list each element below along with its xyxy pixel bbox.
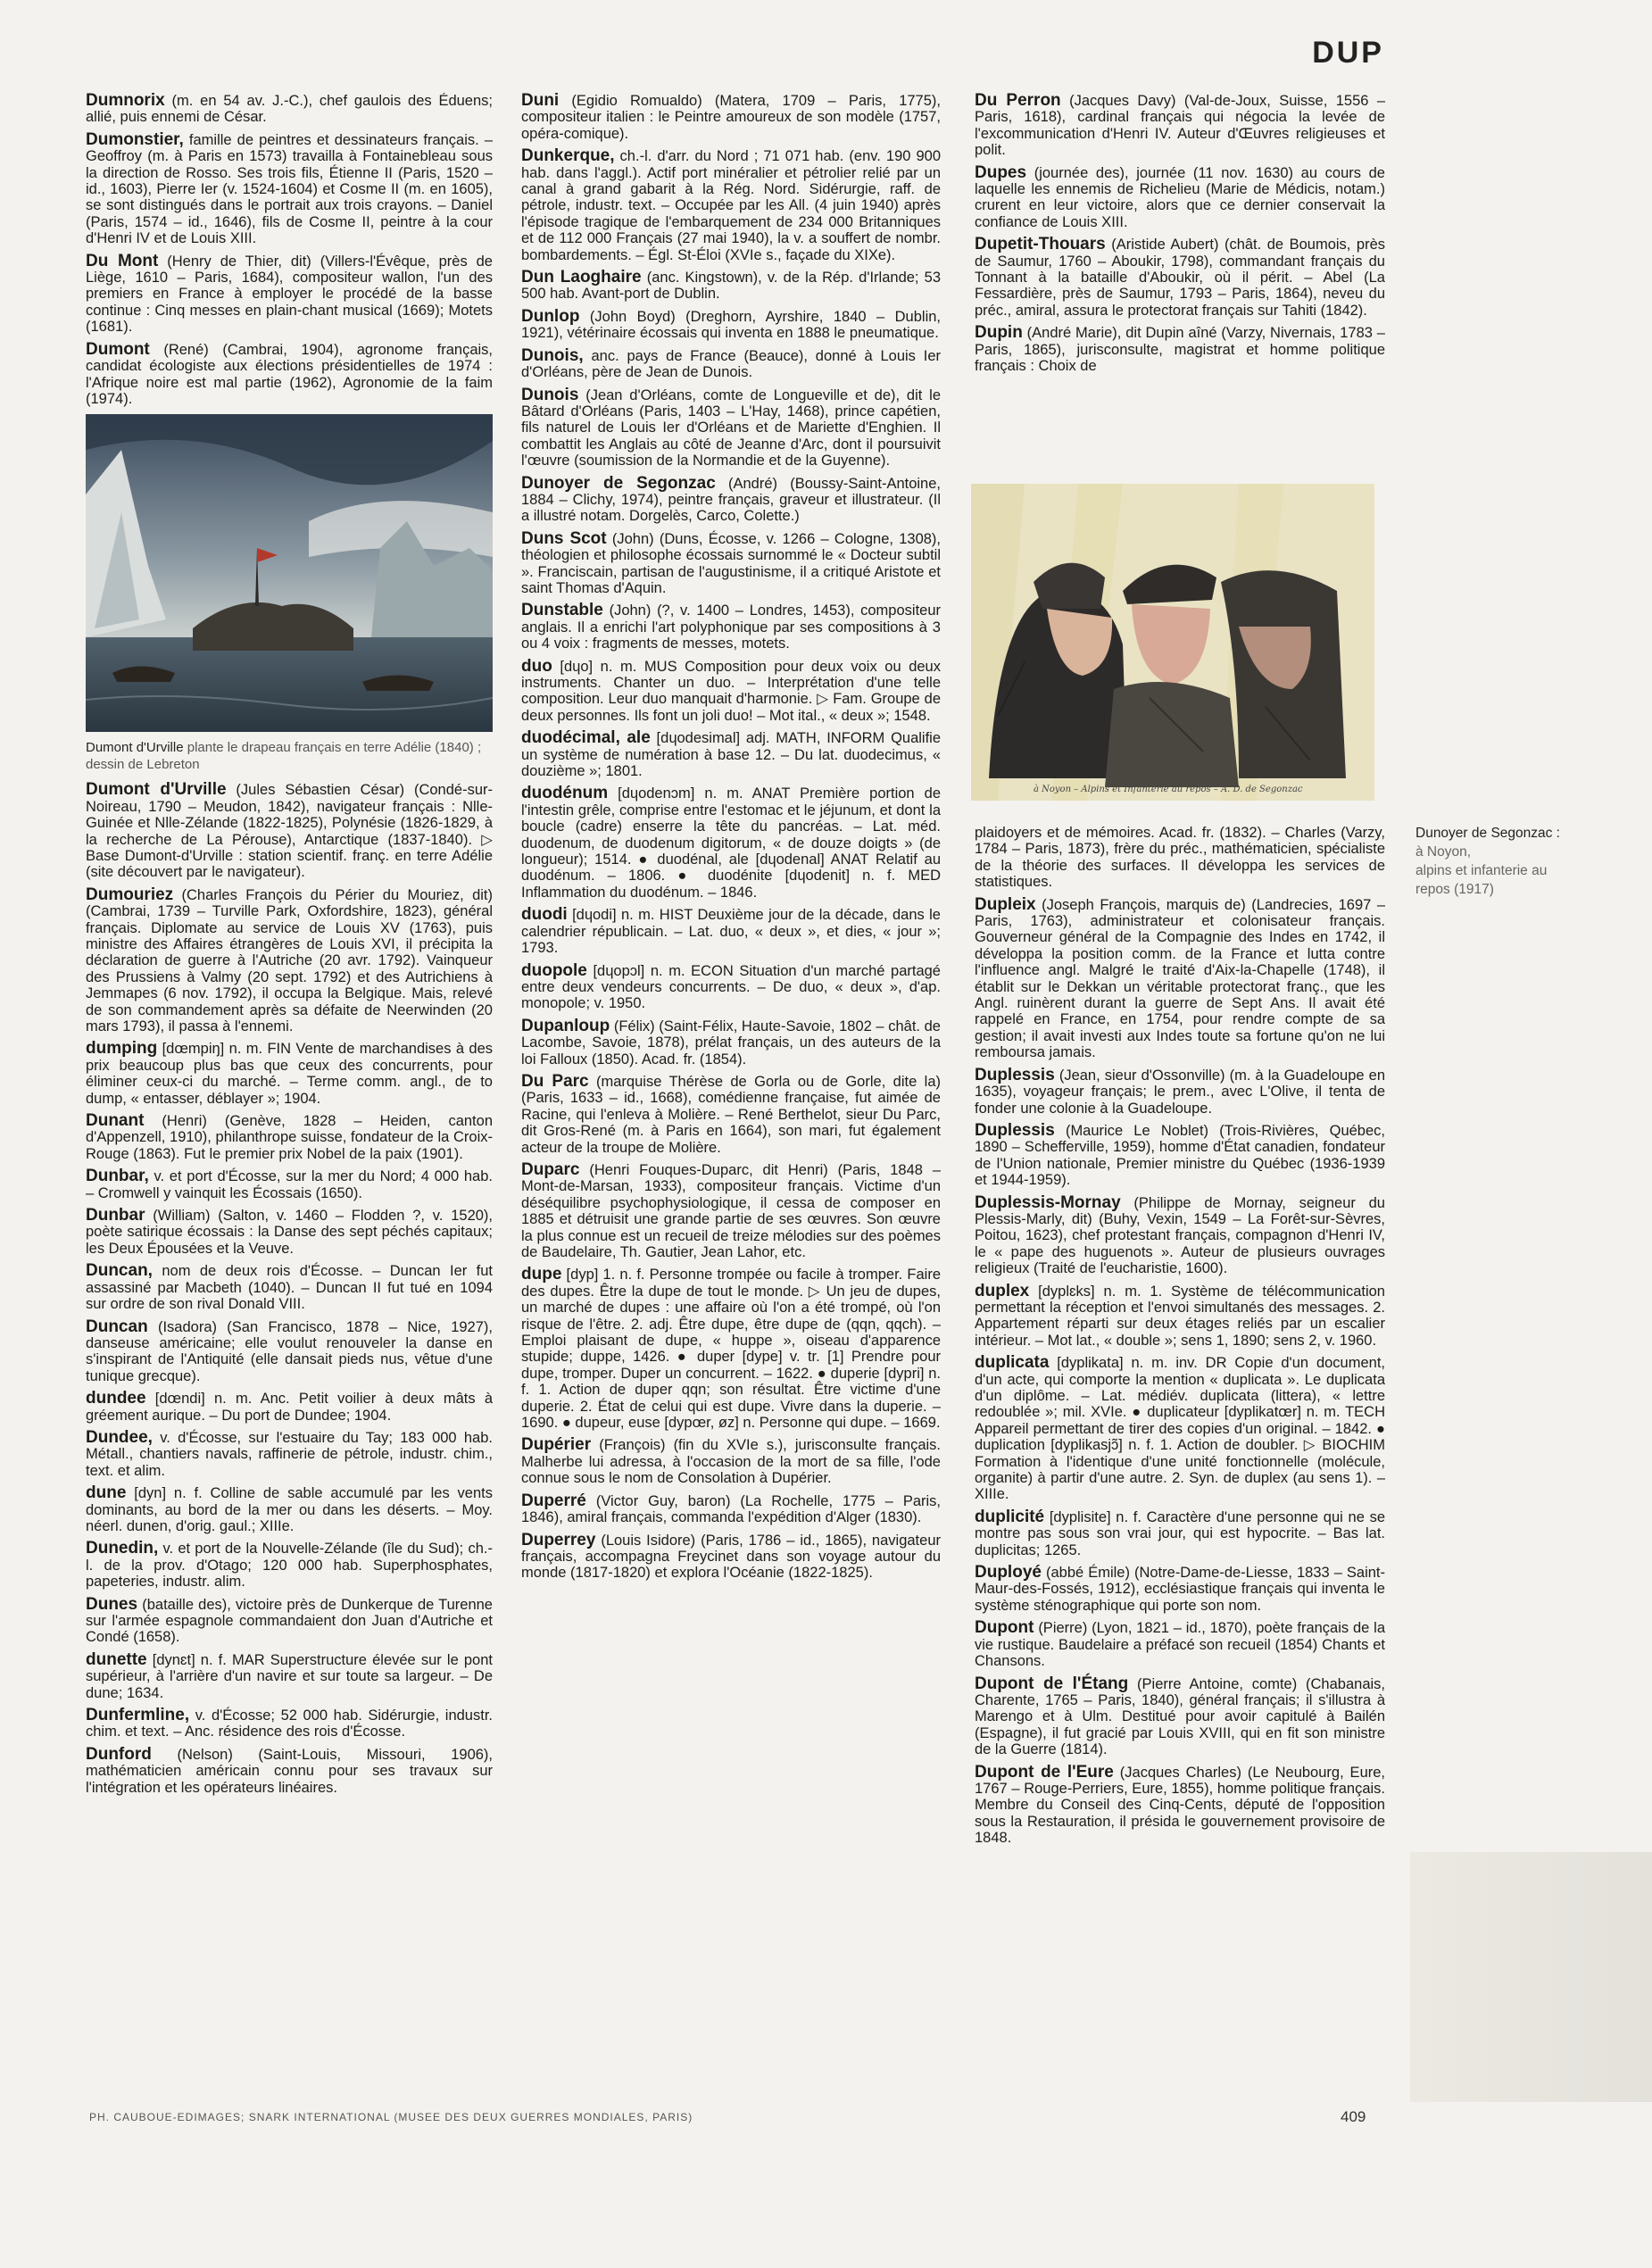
entry-headword: dune	[86, 1483, 127, 1503]
dictionary-entry	[521, 93, 941, 142]
entry-headword: dupe	[521, 1265, 562, 1284]
entry-definition: (André Marie), dit Dupin aîné (Varzy, Nivernais, 1783 – Paris, 1865), jurisconsulte, magistrat et homme politique français : Choix de	[975, 325, 1385, 375]
entry-definition: plaidoyers et de mémoires. Acad. fr. (1832). – Charles (Varzy, 1784 – Paris, 1873), frère du préc., mathématicien, spécialiste de la théorie des surfaces. Il développa les services de statistiques.	[975, 825, 1385, 891]
antarctic-painting-image	[86, 414, 493, 732]
figure-2-caption-title: Dunoyer de Segonzac :	[1415, 826, 1560, 841]
entry-headword: Duncan,	[86, 1261, 153, 1281]
entry-definition: ch.-l. d'arr. du Nord ; 71 071 hab. (env. 190 900 hab. dans l'aggl.). Actif port minéralier et pétrolier relié par un canal à grand gabarit à la Rég. Nord. Sidérurgie, raff. de pétrole, industr. text. – Occupée par les All. (4 juin 1940) après l'épisode tragique de l'embarquement de 234 000 Britanniques et de 112 000 Français (27 mai 1940), la v. a souffert de nombr. bombardements. – Égl. St-Éloi (XVIe s., façade du XIXe).	[521, 148, 941, 263]
entry-definition: [dɥodi] n. m. HIST Deuxième jour de la décade, dans le calendrier républicain. – Lat. duo, « deux », et dies, « jour »; 1793.	[521, 907, 941, 957]
dictionary-entry	[86, 1168, 493, 1201]
entry-definition: (bataille des), victoire près de Dunkerque de Turenne sur l'armée espagnole commandaient don Juan d'Autriche et Condé (1658).	[86, 1596, 493, 1646]
entry-headword: duplex	[975, 1281, 1030, 1300]
dictionary-entry	[521, 1071, 941, 1156]
entry-headword: Dunstable	[521, 601, 603, 620]
entry-definition: (Jules Sébastien César) (Condé-sur-Noireau, 1790 – Meudon, 1842), navigateur français : Nlle-Guinée et Nlle-Zélande (1822-1825), Polynésie (1826-1829, à la recherche de La Pérouse), Antarctique (1837-1840). ▷ Base Dumont-d'Urville : station scientif. franç. en terre Adélie (site découvert par le navigateur).	[86, 782, 493, 881]
dictionary-entry	[521, 306, 941, 342]
dictionary-entry	[975, 1065, 1385, 1117]
entry-definition: (Louis Isidore) (Paris, 1786 – id., 1865), navigateur français, accompagna Freycinet dans son voyage autour du monde (1817-1820) et explora l'Océanie (1822-1825).	[521, 1532, 941, 1582]
dictionary-entry	[86, 339, 493, 408]
entry-definition: (Jacques Davy) (Val-de-Joux, Suisse, 1556 – Paris, 1618), cardinal français qui négocia la levée de l'excommunication d'Henri IV. Auteur d'Œuvres religieuses et polit.	[975, 93, 1385, 159]
entry-definition: (anc. Kingstown), v. de la Rép. d'Irlande; 53 500 hab. Avant-port de Dublin.	[521, 270, 941, 303]
entry-headword: Dupin	[975, 323, 1023, 343]
entry-definition: (Henry de Thier, dit) (Villers-l'Évêque, près de Liège, 1610 – Paris, 1684), compositeur wallon, l'un des premiers en France à employer le procédé de la basse continue : Cinq messes en plain-chant musical (1669); Motets (1681).	[86, 253, 493, 336]
entry-definition: (René) (Cambrai, 1904), agronome français, candidat écologiste aux élections présidentielles de 1974 : l'Afrique noire est mal partie (1962), Agronomie de la faim (1974).	[86, 341, 493, 407]
entry-definition: [dɥodesimal] adj. MATH, INFORM Qualifie un système de numération à base 12. – Du lat. duodecimus, « douzième »; 1801.	[521, 730, 941, 780]
entry-headword: Dupont de l'Eure	[975, 1762, 1114, 1782]
entry-headword: Dunfermline,	[86, 1706, 190, 1725]
entry-definition: (Félix) (Saint-Félix, Haute-Savoie, 1802 – chât. de Lacombe, Savoie, 1878), prélat français, un des auteurs de la loi Falloux (1850). Acad. fr. (1854).	[521, 1018, 941, 1068]
dictionary-entry	[521, 473, 941, 525]
entry-definition: anc. pays de France (Beauce), donné à Louis Ier d'Orléans, père de Jean de Dunois.	[521, 347, 941, 381]
entry-headword: dunette	[86, 1649, 147, 1669]
entry-definition: v. d'Écosse, sur l'estuaire du Tay; 183 000 hab. Métall., chantiers navals, raffinerie de pétrole, industr. chim., text. et alim.	[86, 1429, 493, 1479]
entry-definition: (Egidio Romualdo) (Matera, 1709 – Paris, 1775), compositeur italien : le Peintre amoureux de son modèle (1757, opéra-comique).	[521, 93, 941, 142]
dictionary-entry	[521, 528, 941, 597]
dictionary-entry	[86, 1263, 493, 1312]
figure-2-caption-line1: à Noyon,	[1415, 844, 1472, 860]
entry-definition: (André) (Boussy-Saint-Antoine, 1884 – Clichy, 1974), peintre français, graveur et illustrateur. (Il a illustré notam. Dorgelès, Carco, Colette.)	[521, 475, 941, 525]
entry-definition: (Philippe de Mornay, seigneur du Plessis-Marly, dit) (Buhy, Vexin, 1549 – La Forêt-sur-Sèvres, Poitou, 1623), chef protestant français, compagnon d'Henri IV, le « pape des huguenots ». Auteur de plusieurs ouvrages religieux (Traité de l'eucharistie, 1600).	[975, 1194, 1385, 1277]
dictionary-entry	[975, 894, 1385, 1061]
dictionary-entry	[86, 1594, 493, 1646]
dictionary-entry	[521, 907, 941, 956]
dictionary-entry	[975, 1676, 1385, 1758]
entry-definition: (journée des), journée (11 nov. 1630) au cours de laquelle les ennemis de Richelieu (Marie de Médicis, notam.) crurent en leur victoire, alors que ce dernier conservait la confiance de Louis XIII.	[975, 164, 1385, 230]
entry-headword: Dunant	[86, 1111, 145, 1131]
entry-definition: [dyplɛks] n. m. 1. Système de télécommunication permettant la réception et l'envoi simultanés des messages. 2. Appartement réparti sur deux étages reliés par un escalier intérieur. – Mot lat., « double »; sens 1, 1890; sens 2, v. 1960.	[975, 1283, 1385, 1349]
dictionary-entry	[521, 148, 941, 263]
entry-headword: Dunois	[521, 385, 579, 404]
dictionary-entry	[521, 1493, 941, 1526]
dictionary-entry	[975, 1620, 1385, 1669]
entry-definition: (marquise Thérèse de Gorla ou de Gorle, dite la) (Paris, 1633 – id., 1668), comédienne française, fut aimée de Racine, qui l'enleva à Molière. – René Berthelot, sieur Du Parc, dit Gros-René (m. à Paris en 1664), son mari, fut également acteur de la troupe de Molière.	[521, 1073, 941, 1156]
entry-headword: duodécimal, ale	[521, 728, 651, 748]
entry-definition: (Nelson) (Saint-Louis, Missouri, 1906), mathématicien américain connu pour ses travaux sur l'intégration et les opérateurs linéaires.	[86, 1746, 493, 1796]
dictionary-entry	[521, 1437, 941, 1486]
entry-definition: (Henri Fouques-Duparc, dit Henri) (Paris, 1848 – Mont-de-Marsan, 1933), compositeur français. Victime d'un déséquilibre psychophysiologique, il cessa de composer en 1885 et détruisit une grande partie de ses œuvres. Son œuvre la plus connue est un recueil de treize mélodies sur des poèmes de Baudelaire, Th. Gautier, Jean Lahor, etc.	[521, 1161, 941, 1260]
dictionary-entry	[86, 129, 493, 247]
entry-definition: (François) (fin du XVIe s.), jurisconsulte français. Malherbe lui adressa, à l'occasion de la mort de sa fille, l'ode connue sous le nom de Consolation à Dupérier.	[521, 1437, 941, 1487]
entry-headword: Duplessis	[975, 1120, 1055, 1140]
entry-definition: [dœndi] n. m. Anc. Petit voilier à deux mâts à gréement aurique. – Du port de Dundee; 1904.	[86, 1391, 493, 1424]
entry-headword: Duployé	[975, 1563, 1042, 1583]
entry-definition: [dɥopɔl] n. m. ECON Situation d'un marché partagé entre deux vendeurs concurrents. – De duo, « deux », d'ap. monopole; v. 1950.	[521, 962, 941, 1012]
entry-headword: Dumont d'Urville	[86, 780, 227, 800]
photo-credit: PH. CAUBOUE-EDIMAGES; SNARK INTERNATIONAL (MUSEE DES DEUX GUERRES MONDIALES, PARIS)	[89, 2111, 693, 2123]
dictionary-entry	[975, 93, 1385, 159]
entry-headword: Dunes	[86, 1594, 138, 1614]
entry-headword: Dunkerque,	[521, 146, 615, 166]
dictionary-entry	[86, 1649, 493, 1701]
dictionary-entry	[975, 325, 1385, 374]
entry-definition: (Pierre) (Lyon, 1821 – id., 1870), poète français de la vie rustique. Baudelaire a préfacé son recueil (1854) Chants et Chansons.	[975, 1620, 1385, 1670]
dictionary-entry	[521, 602, 941, 652]
dictionary-entry	[86, 1485, 493, 1534]
entry-definition: v. et port de la Nouvelle-Zélande (île du Sud); ch.-l. de la prov. d'Otago; 120 000 hab. Superphosphates, papeteries, industr. alim.	[86, 1541, 493, 1591]
dictionary-entry	[521, 1267, 941, 1431]
entry-definition: (Maurice Le Noblet) (Trois-Rivières, Québec, 1890 – Schefferville, 1959), homme d'État canadien, fondateur de l'Union nationale, Premier ministre du Québec (1936-1939 et 1944-1959).	[975, 1122, 1385, 1189]
figure-1-caption-title: Dumont d'Urville	[86, 740, 184, 756]
entry-headword: Duperré	[521, 1491, 586, 1510]
entry-definition: [dyn] n. f. Colline de sable accumulé par les vents dominants, au bord de la mer ou dans les déserts. – Moy. néerl. dunen, d'orig. gaul.; XIIIe.	[86, 1485, 493, 1534]
dictionary-entry	[521, 387, 941, 469]
entry-headword: Dupont de l'Étang	[975, 1674, 1129, 1693]
entry-headword: Dundee,	[86, 1427, 153, 1447]
entry-headword: Du Mont	[86, 251, 159, 270]
dictionary-entry	[86, 887, 493, 1035]
entry-definition: (John) (Duns, Écosse, v. 1266 – Cologne, 1308), théologien et philosophe écossais surnommé le « Docteur subtil ». Franciscain, partisan de l'augustinisme, il a critiqué Aristote et saint Thomas d'Aquin.	[521, 530, 941, 596]
soldiers-drawing-image	[971, 484, 1374, 801]
entry-headword: duplicata	[975, 1353, 1050, 1373]
dictionary-entry	[975, 162, 1385, 231]
column-3-entries-top	[975, 93, 1385, 375]
entry-headword: Duncan	[86, 1317, 148, 1336]
figure-2-caption	[1415, 824, 1576, 899]
dictionary-entry	[86, 1427, 493, 1479]
entry-headword: Duparc	[521, 1159, 580, 1179]
column-3-entries-bottom	[975, 825, 1385, 1847]
dictionary-entry	[521, 1530, 941, 1582]
page-number: 409	[1341, 2108, 1366, 2125]
entry-definition: [dynɛt] n. f. MAR Superstructure élevée sur le pont supérieur, à l'arrière d'un navire et sur toute sa largeur. – De dune; 1634.	[86, 1651, 493, 1701]
margin-shadow	[1410, 1852, 1652, 2102]
drawing-inscription: à Noyon – Alpins et Infanterie au repos – A. D. de Segonzac	[1034, 785, 1303, 794]
dictionary-entry	[975, 1355, 1385, 1503]
dictionary-entry	[521, 785, 941, 901]
entry-headword: duo	[521, 656, 552, 676]
entry-headword: Dupetit-Thouars	[975, 235, 1106, 254]
column-1	[86, 93, 493, 2088]
dictionary-entry	[975, 1565, 1385, 1614]
entry-definition: (Victor Guy, baron) (La Rochelle, 1775 – Paris, 1846), amiral français, commanda l'expédition d'Alger (1830).	[521, 1492, 941, 1526]
entry-definition: [dyplisite] n. f. Caractère d'une personne qui ne se montre pas sous son vrai jour, qui est hypocrite. – Bas lat. duplicitas; 1265.	[975, 1508, 1385, 1558]
dictionary-entry	[86, 1744, 493, 1796]
entry-headword: Dunois,	[521, 345, 584, 365]
dictionary-entry	[521, 1018, 941, 1068]
entry-headword: dumping	[86, 1039, 158, 1059]
dictionary-entry	[86, 93, 493, 126]
column-1-entries-bottom	[86, 782, 493, 1796]
dictionary-entry	[86, 1391, 493, 1424]
entry-headword: Duplessis-Mornay	[975, 1192, 1121, 1212]
dictionary-entry	[975, 1192, 1385, 1277]
entry-definition: (Jacques Charles) (Le Neubourg, Eure, 1767 – Rouge-Perriers, Eure, 1855), homme politique français. Membre du Conseil des Cinq-Cents, député de l'opposition sous la Restauration, il présida le gouvernement provisoire de 1848.	[975, 1764, 1385, 1847]
entry-definition: [dyplikata] n. m. inv. DR Copie d'un document, d'un acte, qui comporte la mention « duplicata ». Le duplicata d'un diplôme. – Lat. médiév. duplicata (littera), « lettre redoublée »; mil. XVIe. ● duplicateur [dyplikatœr] n. m. TECH Appareil permettant de tirer des copies d'un original. – 1842. ● duplication [dyplikasjɔ̃] n. f. 1. Action de doubler. ▷ BIOCHIM Formation à l'identique d'une unité fonctionnelle (molécule, organite) à partir d'une autre. 2. Syn. de duplex (au sens 1). – XIIIe.	[975, 1355, 1385, 1503]
dictionary-entry	[86, 1041, 493, 1107]
entry-headword: Dupleix	[975, 894, 1036, 914]
figure-dumont-durville	[86, 414, 493, 773]
entry-headword: Dun Laoghaire	[521, 268, 642, 287]
entry-headword: dundee	[86, 1389, 146, 1408]
dictionary-entry	[521, 1159, 941, 1260]
entry-definition: [dɥo] n. m. MUS Composition pour deux voix ou deux instruments. Chanter un duo. – Interprétation d'une telle composition. Leur duo manquait d'harmonie. ▷ Fam. Groupe de deux personnes. Ils font un joli duo! – Mot ital., « deux »; 1548.	[521, 658, 941, 724]
dictionary-entry	[975, 1762, 1385, 1847]
entry-definition: v. et port d'Écosse, sur la mer du Nord; 4 000 hab. – Cromwell y vainquit les Écossais (1650).	[86, 1168, 493, 1201]
entry-headword: Dupes	[975, 162, 1027, 182]
entry-definition: (Joseph François, marquis de) (Landrecies, 1697 – Paris, 1763), administrateur et colonisateur français. Gouverneur général de la Compagnie des Indes en 1742, il développa la position comm. de la France et lutta contre l'influence angl. Malgré le traité d'Aix-la-Chapelle (1748), il établit sur le Dekkan un véritable protectorat franç., que les Angl. ruinèrent durant la guerre de Sept Ans. Il avait été rappelé en France, en 1754, pour rendre compte de sa gestion; il avait investi aux Indes toute sa fortune qu'on ne lui remboursa jamais.	[975, 896, 1385, 1061]
entry-headword: duodénum	[521, 784, 609, 803]
figure-2-caption-line2: alpins et infanterie au repos (1917)	[1415, 863, 1548, 897]
entry-definition: [dœmpiŋ] n. m. FIN Vente de marchandises à des prix beaucoup plus bas que ceux des concurrents, pour éliminer ceux-ci du marché. – Terme comm. angl., de to dump, « entasser, déblayer »; 1904.	[86, 1041, 493, 1107]
entry-headword: Duplessis	[975, 1065, 1055, 1084]
entry-definition: [dɥodenɔm] n. m. ANAT Première portion de l'intestin grêle, comprise entre l'estomac et le jéjunum, et dont la boucle (cadre) enserre la tête du pancréas. – Lat. méd. duodenum, de duodenum digitorum, « de douze doigts » (de longueur); 1514. ● duodénal, ale [dɥodenal] ANAT Relatif au duodénum. – 1806. ● duodénite [dɥodenit] n. f. MED Inflammation du duodénum. – 1846.	[521, 785, 941, 901]
dictionary-entry	[86, 1707, 493, 1740]
figure-1-caption	[86, 739, 493, 773]
entry-headword: duodi	[521, 905, 568, 925]
entry-definition: (abbé Émile) (Notre-Dame-de-Liesse, 1833 – Saint-Maur-des-Fossés, 1912), ecclésiastique français qui inventa le système sténographique qui porte son nom.	[975, 1565, 1385, 1614]
entry-definition: nom de deux rois d'Écosse. – Duncan Ier fut assassiné par Macbeth (1040). – Duncan II fut tué en 1094 sur ordre de son rival Donald VIII.	[86, 1263, 493, 1313]
entry-headword: Dunbar	[86, 1206, 145, 1225]
dictionary-entry	[975, 1281, 1385, 1350]
column-3-bottom	[975, 825, 1385, 2088]
column-3-top	[975, 93, 1385, 468]
figure-1-caption-text: plante le drapeau français en terre Adélie (1840) ; dessin de Lebreton	[86, 740, 482, 773]
entry-definition: famille de peintres et dessinateurs français. – Geoffroy (m. à Paris en 1573) travailla à Fontainebleau sous la direction de Rosso. Ses trois fils, Étienne II (Paris, 1520 – id., 1603), Pierre Ier (v. 1524-1604) et Cosme II (m. en 1605), se sont distingués dans le portrait aux trois crayons. – Daniel (Paris, 1574 – id., 1646), fils de Cosme II, peintre à la cour d'Henri IV et de Louis XIII.	[86, 131, 493, 247]
entry-definition: (William) (Salton, v. 1460 – Flodden ?, v. 1520), poète satirique écossais : la Danse des sept péchés capitaux; les Deux Épousées et la Veuve.	[86, 1208, 493, 1257]
entry-definition: (Jean d'Orléans, comte de Longueville et de), dit le Bâtard d'Orléans (Paris, 1403 – L'Hay, 1468), prince capétien, fils naturel de Louis Ier d'Orléans et de Mariette d'Enghien. Il combattit les Anglais au côté de Jeanne d'Arc, dont il poursuivit l'œuvre (soumission de la Normandie et de la Guyenne).	[521, 386, 941, 469]
entry-headword: Dunlop	[521, 306, 580, 326]
entry-headword: Dunbar,	[86, 1167, 149, 1186]
entry-definition: (Pierre Antoine, comte) (Chabanais, Charente, 1765 – Paris, 1840), général français; il s'illustra à Marengo et à Ulm. Destitué pour avoir capitulé à Bailén (Espagne), il fut gracié par Louis XVIII, qui en fit son ministre de la Guerre (1814).	[975, 1675, 1385, 1758]
entry-headword: Dunford	[86, 1744, 152, 1764]
entry-definition: [dyp] 1. n. f. Personne trompée ou facile à tromper. Faire des dupes. Être la dupe de tout le monde. ▷ Un jeu de dupes, un marché de dupes : une affaire où l'on a été trompé, où l'on risque de l'être. 2. adj. Être dupe, être dupe de (qqn, qqch). – Emploi plaisant de dupe, « huppe », oiseau d'apparence stupide; duppe, 1426. ● duper [dype] v. tr. [1] Prendre pour dupe, tromper. Duper un concurrent. – 1622. ● duperie [dypri] n. f. 1. Action de duper qqn; son résultat. Être victime d'une duperie. 2. État de celui qui est dupe. Vivre dans la duperie. – 1690. ● dupeur, euse [dypœr, øz] n. Personne qui dupe. – 1669.	[521, 1267, 941, 1432]
entry-headword: Duni	[521, 93, 560, 110]
dictionary-entry	[521, 730, 941, 779]
dictionary-entry	[86, 1541, 493, 1590]
entry-headword: Dumnorix	[86, 93, 165, 110]
entry-definition: (John) (?, v. 1400 – Londres, 1453), compositeur anglais. Il a enrichi l'art polyphonique par ses compositions à 3 ou 4 voix : fragments de messes, motets.	[521, 602, 941, 652]
entry-definition: (Henri) (Genève, 1828 – Heiden, canton d'Appenzell, 1910), philanthrope suisse, fondateur de la Croix-Rouge (1863). Fut le premier prix Nobel de la paix (1901).	[86, 1113, 493, 1162]
dictionary-entry	[975, 1120, 1385, 1189]
dictionary-entry	[86, 782, 493, 880]
entry-headword: Dumont	[86, 339, 150, 359]
entry-definition: (m. en 54 av. J.-C.), chef gaulois des Éduens; allié, puis ennemi de César.	[86, 93, 493, 126]
entry-headword: Du Parc	[521, 1071, 589, 1091]
dictionary-entry	[521, 960, 941, 1012]
column-1-entries-top	[86, 93, 493, 407]
entry-headword: Dumonstier,	[86, 129, 184, 149]
dictionary-entry	[521, 270, 941, 303]
entry-headword: Dumouriez	[86, 885, 174, 904]
entry-definition: (Aristide Aubert) (chât. de Boumois, près de Saumur, 1760 – Aboukir, 1798), commandant français du Tonnant à la bataille d'Aboukir, où il périt. – Abel (La Fessardière, près de Saumur, 1793 – Paris, 1864), neveu du préc., amiral, assura le protectorat français sur Tahiti (1842).	[975, 237, 1385, 319]
entry-definition: (Charles François du Périer du Mouriez, dit) (Cambrai, 1739 – Turville Park, Oxfordshire, 1823), général français. Diplomate au service de Louis XV (1763), puis ministre des Affaires étrangères de Louis XVI, il précipita la déclaration de guerre à l'Autriche (20 avr. 1792). Vainqueur des Prussiens à Valmy (20 sept. 1792) et des Autrichiens à Jemmapes (6 nov. 1792), il occupa la Belgique. Mais, relevé de son commandement après sa défaite de Neerwinden (20 mars 1793), il passa à l'ennemi.	[86, 886, 493, 1034]
entry-definition: v. d'Écosse; 52 000 hab. Sidérurgie, industr. chim. et text. – Anc. résidence des rois d'Écosse.	[86, 1707, 493, 1740]
dictionary-entry	[975, 237, 1385, 319]
entry-headword: Dupérier	[521, 1435, 592, 1455]
running-head: DUP	[1312, 36, 1384, 70]
dictionary-entry	[86, 1113, 493, 1162]
dictionary-entry	[975, 825, 1385, 891]
entry-headword: duopole	[521, 960, 587, 980]
dictionary-entry	[86, 1208, 493, 1257]
entry-headword: Du Perron	[975, 93, 1061, 110]
entry-headword: Dunoyer de Segonzac	[521, 473, 716, 493]
entry-headword: Dupont	[975, 1618, 1034, 1638]
entry-headword: Duperrey	[521, 1530, 596, 1549]
entry-definition: (John Boyd) (Dreghorn, Ayrshire, 1840 – Dublin, 1921), vétérinaire écossais qui inventa en 1888 le pneumatique.	[521, 308, 941, 342]
column-2-entries	[521, 93, 941, 1582]
figure-dunoyer-de-segonzac	[971, 484, 1374, 801]
entry-headword: Dunedin,	[86, 1539, 159, 1558]
dictionary-entry	[86, 253, 493, 336]
entry-definition: (Jean, sieur d'Ossonville) (m. à la Guadeloupe en 1635), voyageur français; le prem., avec L'Olive, il tenta de fonder une colonie à la Guadeloupe.	[975, 1067, 1385, 1117]
dictionary-entry	[521, 656, 941, 725]
dictionary-entry	[86, 1319, 493, 1385]
entry-headword: Dupanloup	[521, 1016, 610, 1035]
entry-headword: duplicité	[975, 1507, 1045, 1526]
dictionary-entry	[521, 345, 941, 381]
column-2	[521, 93, 941, 2088]
entry-headword: Duns Scot	[521, 528, 607, 548]
dictionary-entry	[975, 1509, 1385, 1558]
entry-definition: (Isadora) (San Francisco, 1878 – Nice, 1927), danseuse américaine; elle voulut renouveler la danse en s'inspirant de l'Antiquité (elle dansait pieds nus, vêtue d'une tunique grecque).	[86, 1318, 493, 1384]
